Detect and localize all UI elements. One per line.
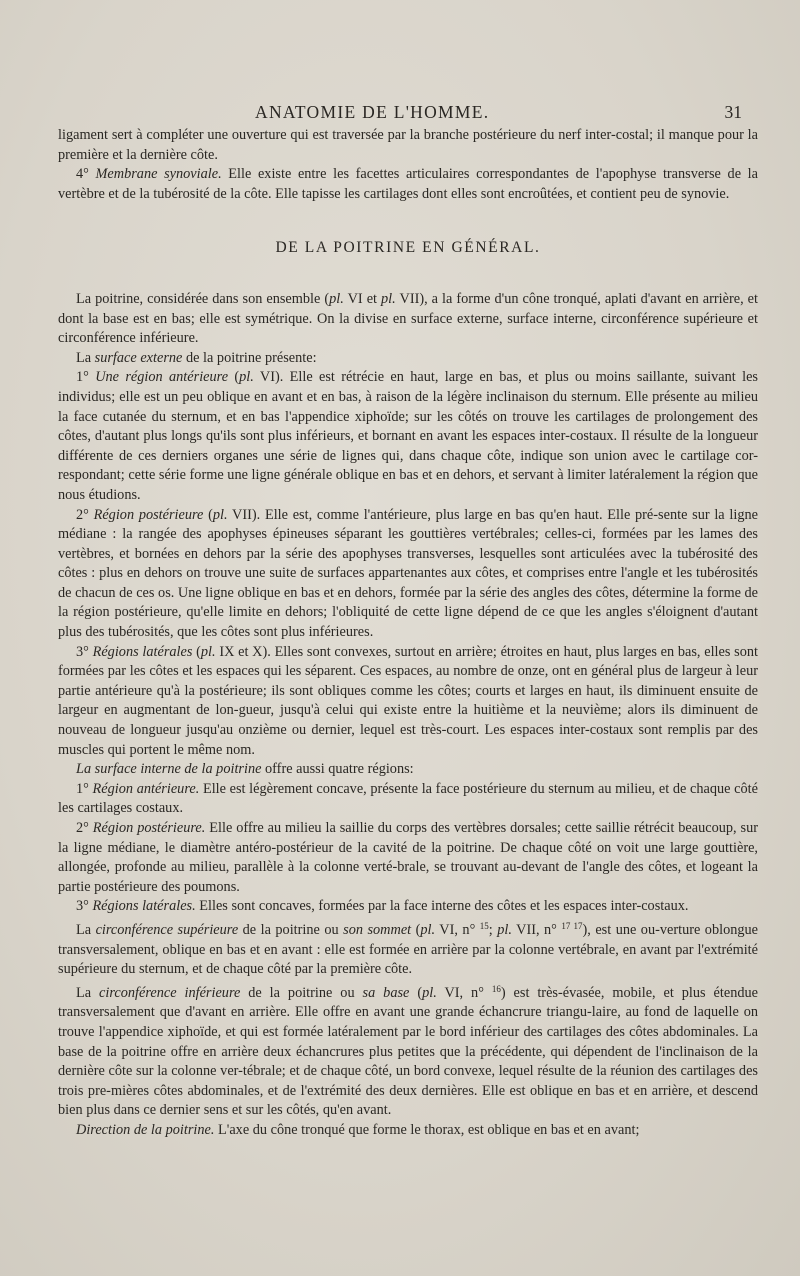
paragraph-regions-laterales: 3° Régions latérales (pl. IX et X). Elles sont convexes, surtout en arrière; étroites en haut, plus larges en bas, elles sont formées par les côtes et les espaces qui les séparent. Ces espaces, au nombre de onze, ont en général plus de largeur à leur partie antérieure qu'à la postérieure; ils sont obliques comme les côtes; courts et larges en haut, ils diminuent ensuite de largeur en augmentant de lon-gueur, jusqu'à celui qui existe entre la huitième et la neuvième; alors ils diminuent de nouveau de longueur jusqu'au onzième ou dernier, lequel est très-court. Les espaces inter-costaux sont remplis par des muscles qui portent le même nom. bbox=[58, 643, 758, 758]
section-title: DE LA POITRINE EN GÉNÉRAL. bbox=[275, 239, 541, 257]
running-title: ANATOMIE DE L'HOMME. bbox=[255, 102, 490, 122]
paragraph-poitrine-intro: La poitrine, considérée dans son ensemble (pl. VI et pl. VII), a la forme d'un cône tronqué, aplati d'avant en arrière, et dont la base est en bas; elle est symétrique. On la divise en surface externe, surface interne, circonférence supérieure et circonférence inférieure. bbox=[58, 290, 758, 347]
running-head bbox=[0, 102, 800, 124]
page-number: 31 bbox=[724, 102, 742, 122]
paragraph-direction: Direction de la poitrine. L'axe du cône tronqué que forme le thorax, est oblique en bas et en avant; bbox=[76, 1121, 640, 1138]
paragraph-interne-anterieure: 1° Région antérieure. Elle est légèrement concave, présente la face postérieure du sternum au milieu, et de chaque côté les cartilages costaux. bbox=[58, 780, 758, 817]
paragraph-region-anterieure: 1° Une région antérieure (pl. VI). Elle est rétrécie en haut, large en bas, et plus ou moins saillante, suivant les individus; elle est un peu oblique en avant et en bas, à raison de la légère inclinaison du sternum. Elle présente au milieu la face cutanée du sternum, et en bas l'appendice xiphoïde; sur les côtés on trouve les cartilages de prolongement des côtes, d'autant plus longs qu'ils sont plus inférieurs, et bornant en avant les espaces inter-costaux. Il résulte de la longueur différente de ces derniers organes une série de lignes qui, dans chaque côte, indique son union avec le cartilage cor-respondant; cette série forme une ligne générale oblique en bas et en dehors, et servant à limiter latéralement la région que nous étudions. bbox=[58, 369, 758, 503]
paragraph-membrane-synoviale: 4° Membrane synoviale. Elle existe entre les facettes articulaires correspondantes de l'apophyse transverse de la vertèbre et de la tubérosité de la côte. Elle tapisse les cartilages dont elles sont encroûtées, et contient peu de synovie. bbox=[58, 166, 758, 202]
paragraph-circonference-superieure: La circonférence supérieure de la poitrine ou son sommet (pl. VI, n° $^{15}$; pl. VII, n° $^{17 17}$), est une ou-verture oblongue transversalement, oblique en bas et en avant : elle est formée en arrière par la colonne vertébrale, en avant par l'extrémité supérieure du sternum, et de chaque côté par la première côte. bbox=[58, 920, 759, 978]
paragraph-surface-externe: La surface externe de la poitrine présente: bbox=[76, 349, 317, 366]
paragraph-ligament: ligament sert à compléter une ouverture qui est traversée par la branche postérieure du nerf inter-costal; il manque pour la première et la dernière côte. bbox=[58, 127, 758, 163]
paragraph-circonference-inferieure: La circonférence inférieure de la poitrine ou sa base (pl. VI, n° $^{16}$) est très-évasée, mobile, et plus étendue transversalement que d'avant en arrière. Elle offre en avant une grande échancrure triangu-laire, au fond de laquelle on trouve l'appendice xiphoïde, et qui est formée latéralement par le bord inférieur des cartilages des côtes abdominales. La base de la poitrine offre en arrière deux échancrures plus petites que la précédente, qui dépendent de l'inclinaison de la dernière côte sur la colonne ver-tébrale; et de chaque côté, un bord convexe, lequel résulte de la réunion des cartilages des trois pre-mières côtes abdominales, et de l'extrémité des deux dernières. Elle est oblique en bas et en arrière, et descend bien plus dans ce dernier sens et sur les côtés, qu'en avant. bbox=[58, 983, 758, 1119]
paragraph-interne-laterales: 3° Régions latérales. Elles sont concaves, formées par la face interne des côtes et les espaces inter-costaux. bbox=[76, 898, 689, 915]
body-text bbox=[58, 126, 758, 1141]
paragraph-interne-posterieure: 2° Région postérieure. Elle offre au milieu la saillie du corps des vertèbres dorsales; cette saillie rétrécit beaucoup, sur la ligne médiane, le diamètre antéro-postérieur de la cavité de la poitrine. De chaque côté on voit une large gouttière, allongée, profonde au milieu, parallèle à la colonne verté-brale, se trouvant au-devant de l'angle des côtes, et logeant la partie postérieure des poumons. bbox=[58, 820, 758, 895]
paragraph-region-posterieure: 2° Région postérieure (pl. VII). Elle est, comme l'antérieure, plus large en bas qu'en haut. Elle pré-sente sur la ligne médiane : la rangée des apophyses épineuses séparant les gouttières vertébrales; celles-ci, formées par les lames des vertèbres, et bornées en dehors par la série des apophyses transverses, lesquelles sont articulées avec la tubérosité des côtes : plus en dehors on trouve une suite de surfaces appartenantes aux côtes, et comprises entre l'angle et les tubérosités de chacun de ces os. Une ligne oblique en bas et en dehors, formée par la série des angles des côtes, détermine la forme de la région postérieure, qu'elle limite en dehors; l'obliquité de cette ligne dépend de ce que les angles s'éloignent d'autant plus des tubérosités, que les côtes sont plus inférieures. bbox=[58, 506, 758, 641]
paragraph-surface-interne: La surface interne de la poitrine offre aussi quatre régions: bbox=[76, 761, 414, 778]
